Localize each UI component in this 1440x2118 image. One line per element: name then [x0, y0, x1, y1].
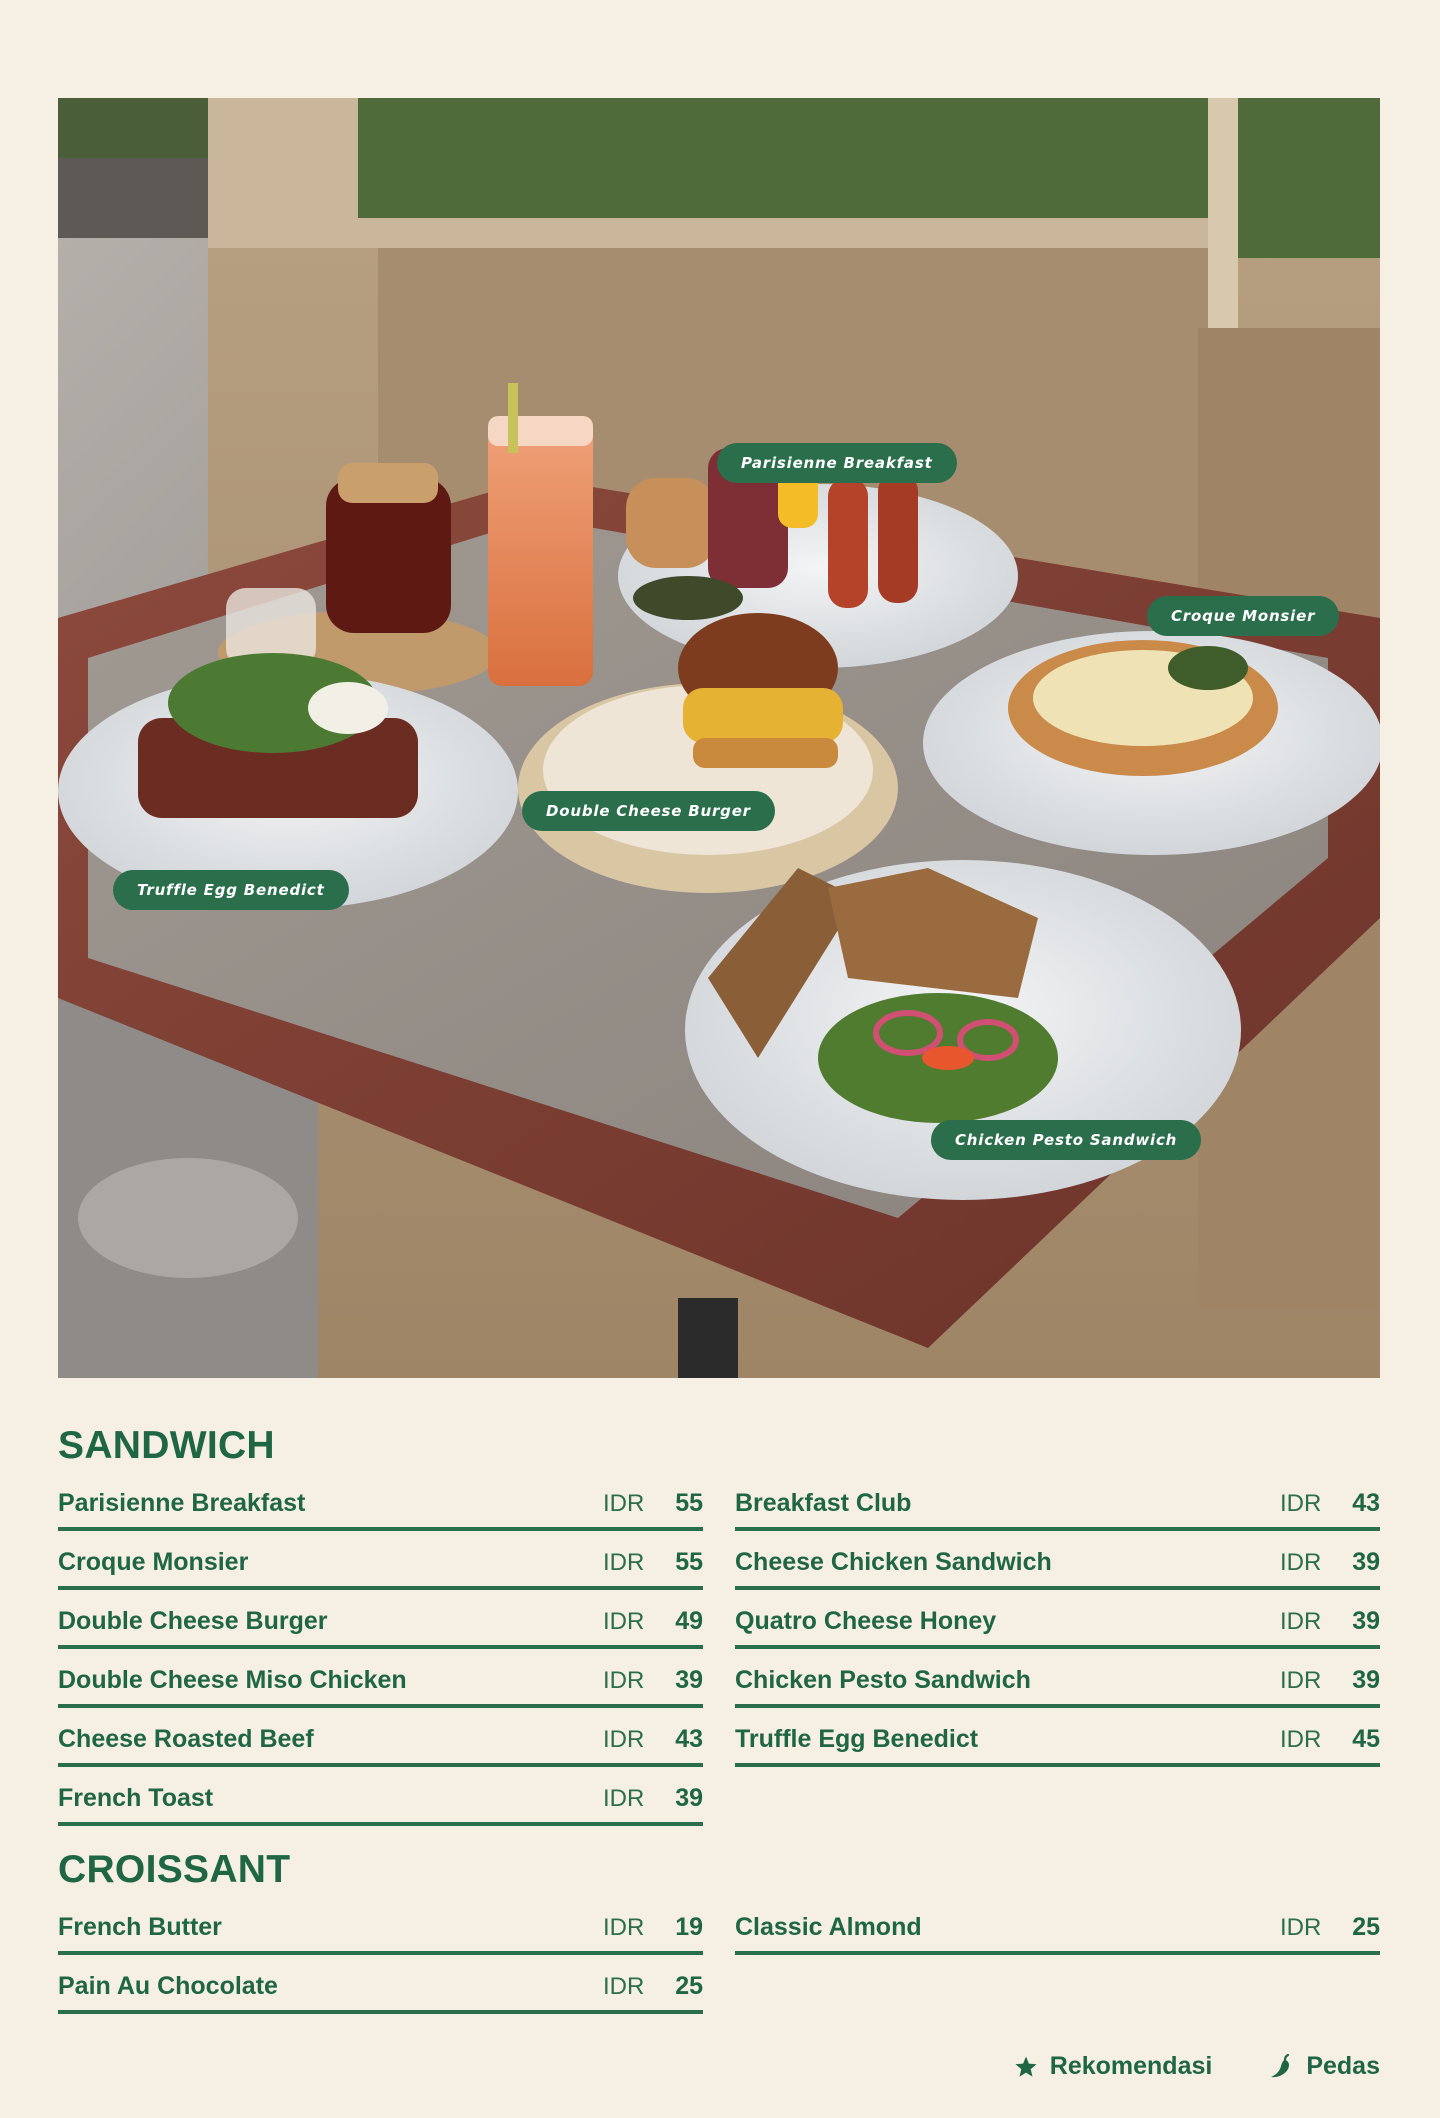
item-currency: IDR: [603, 1490, 645, 1517]
photo-tag-truffle-egg-benedict: Truffle Egg Benedict: [113, 870, 349, 910]
item-currency: IDR: [603, 1726, 645, 1753]
menu-item: [58, 1472, 703, 1531]
item-name: French Toast: [58, 1784, 214, 1812]
item-currency: IDR: [603, 1914, 645, 1941]
item-price: 43: [675, 1725, 703, 1753]
item-name: Pain Au Chocolate: [58, 1972, 278, 2000]
item-currency: IDR: [603, 1549, 645, 1576]
item-price: 49: [675, 1607, 703, 1635]
food-photo: [58, 98, 1380, 1378]
item-name: Breakfast Club: [735, 1489, 912, 1517]
item-name: Quatro Cheese Honey: [735, 1607, 997, 1635]
croissant-column-left: [58, 1896, 703, 2014]
item-currency: IDR: [1280, 1608, 1322, 1635]
item-currency: IDR: [1280, 1667, 1322, 1694]
menu-item: [735, 1472, 1380, 1531]
photo-tag-croque-monsier: Croque Monsier: [1147, 596, 1339, 636]
menu-item: [58, 1649, 703, 1708]
item-price: 45: [1352, 1725, 1380, 1753]
item-name: Cheese Roasted Beef: [58, 1725, 314, 1753]
item-price: 39: [1352, 1548, 1380, 1576]
item-price: 39: [1352, 1666, 1380, 1694]
star-icon: [1014, 2055, 1038, 2079]
menu-item: [58, 1590, 703, 1649]
section-title-croissant: CROISSANT: [58, 1848, 291, 1891]
item-price: 43: [1352, 1489, 1380, 1517]
croissant-column-right: [735, 1896, 1380, 1955]
item-price: 39: [675, 1666, 703, 1694]
legend: [1014, 2052, 1380, 2081]
item-currency: IDR: [1280, 1490, 1322, 1517]
item-name: Cheese Chicken Sandwich: [735, 1548, 1052, 1576]
legend-recommend: [1014, 2052, 1213, 2081]
item-price: 25: [1352, 1913, 1380, 1941]
item-name: Chicken Pesto Sandwich: [735, 1666, 1031, 1694]
item-price: 55: [675, 1489, 703, 1517]
menu-item: [735, 1531, 1380, 1590]
item-name: Truffle Egg Benedict: [735, 1725, 979, 1753]
item-currency: IDR: [603, 1667, 645, 1694]
sandwich-column-left: [58, 1472, 703, 1826]
item-name: Croque Monsier: [58, 1548, 249, 1576]
item-name: Double Cheese Miso Chicken: [58, 1666, 407, 1694]
legend-spicy: [1268, 2052, 1380, 2081]
sandwich-column-right: [735, 1472, 1380, 1767]
menu-item: [735, 1649, 1380, 1708]
item-price: 39: [1352, 1607, 1380, 1635]
menu-item: [58, 1531, 703, 1590]
item-currency: IDR: [603, 1785, 645, 1812]
item-price: 25: [675, 1972, 703, 2000]
menu-item: [58, 1955, 703, 2014]
item-name: Classic Almond: [735, 1913, 922, 1941]
item-currency: IDR: [1280, 1549, 1322, 1576]
item-name: French Butter: [58, 1913, 222, 1941]
menu-item: [58, 1708, 703, 1767]
menu-item: [58, 1896, 703, 1955]
item-currency: IDR: [603, 1973, 645, 2000]
item-price: 39: [675, 1784, 703, 1812]
item-name: Double Cheese Burger: [58, 1607, 328, 1635]
section-title-sandwich: SANDWICH: [58, 1424, 275, 1467]
chili-icon: [1268, 2054, 1294, 2080]
legend-recommend-label: Rekomendasi: [1049, 2052, 1213, 2080]
photo-tag-chicken-pesto-sandwich: Chicken Pesto Sandwich: [931, 1120, 1201, 1160]
menu-item: [735, 1590, 1380, 1649]
food-photo-illustration: [58, 98, 1380, 1378]
item-price: 55: [675, 1548, 703, 1576]
item-price: 19: [675, 1913, 703, 1941]
item-currency: IDR: [1280, 1726, 1322, 1753]
item-currency: IDR: [1280, 1914, 1322, 1941]
menu-item: [58, 1767, 703, 1826]
photo-tag-parisienne-breakfast: Parisienne Breakfast: [717, 443, 957, 483]
item-name: Parisienne Breakfast: [58, 1489, 306, 1517]
photo-tag-double-cheese-burger: Double Cheese Burger: [522, 791, 775, 831]
menu-item: [735, 1896, 1380, 1955]
item-currency: IDR: [603, 1608, 645, 1635]
legend-spicy-label: Pedas: [1306, 2052, 1380, 2080]
menu-item: [735, 1708, 1380, 1767]
